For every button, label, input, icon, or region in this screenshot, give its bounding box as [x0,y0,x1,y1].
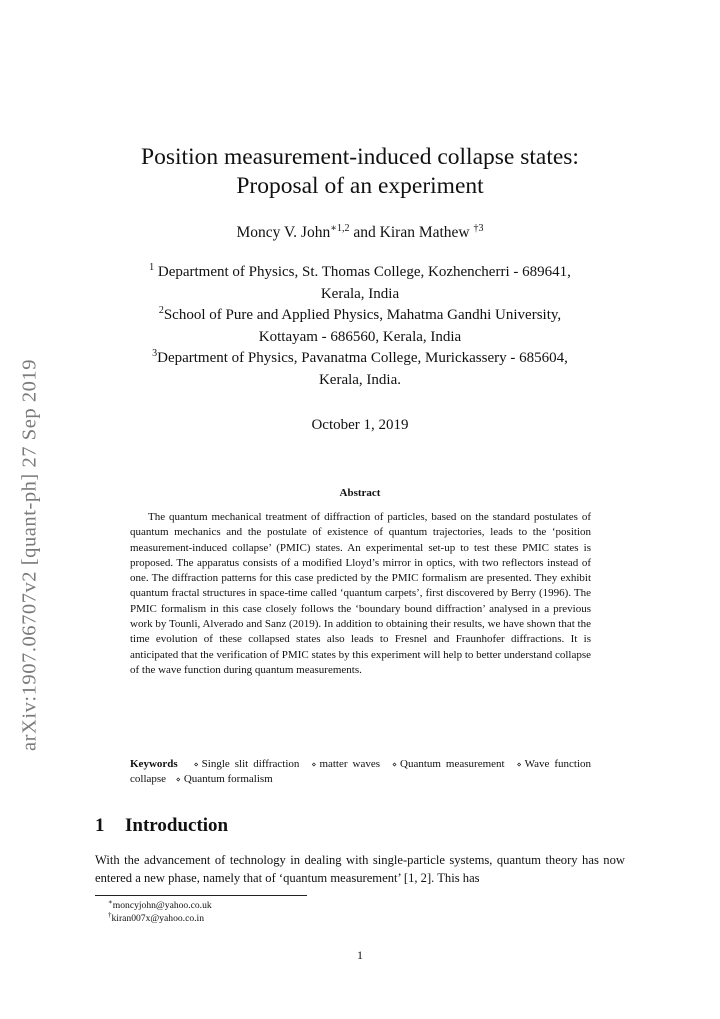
author-list [0,224,720,242]
page-number: 1 [357,948,363,962]
affiliation-3-line-2: Kerala, India. [318,371,402,388]
title-line-1: Position measurement-induced collapse states: [141,144,579,170]
arxiv-sidebar-stamp [10,358,50,752]
keyword-item: Quantum measurement [400,758,505,770]
keyword-item: matter waves [319,758,381,770]
affiliations [0,262,720,391]
author-2: Kiran Mathew [379,224,474,241]
keyword-item: Single slit diffraction [201,758,300,770]
arxiv-identifier[interactable]: arXiv:1907.06707v2 [quant-ph] 27 Sep 2019 [18,358,41,752]
keyword-separator: ⋄ [175,775,181,784]
keywords [130,757,591,787]
keyword-item: Wave function collapse [130,758,592,785]
introduction-paragraph: With the advancement of technology in dealing with single-particle systems, quantum theory has now entered a new phase, namely that of ‘quantum measurement’ [1, 2]. This has [95,853,625,885]
abstract-text: The quantum mechanical treatment of diffraction of particles, based on the standard postulates of quantum mechanics and the postulate of existence of quantum trajectories, leads to the ‘position measurement-induced collapse’ (PMIC) states. An experimental set-up to test these PMIC states is proposed. The apparatus consists of a modified Lloyd’s mirror in optics, with two reflectors instead of one. The diffraction patterns for this case predicted by the PMIC formalism are presented. They exhibit quantum fractal structures in space-time called ‘quantum carpets’, first discovered by Berry (1996). The PMIC formalism in this case closely follows the ‘boundary bound diffraction’ analysed in a previous work by Tounli, Alverado and Sanz (2019). In addition to obtaining their results, we have shown that the time evolution of these collapsed states also leads to Fresnel and Fraunhofer diffractions. It is anticipated that the verification of PMIC states by this experiment will help to better understand collapse of the wave function during quantum measurements. [130,511,591,676]
author-2-marks: †3 [473,222,484,234]
section-title: Introduction [125,815,229,836]
affiliation-2 [0,305,720,327]
affiliation-2-line-2: Kottayam - 686560, Kerala, India [258,328,462,345]
paper-title [0,143,720,201]
keyword-separator: ⋄ [516,760,522,769]
footnote-2 [108,912,212,925]
footnotes [108,899,212,925]
author-conjunction: and [349,224,380,241]
title-line-2: Proposal of an experiment [236,173,484,199]
paper-date: October 1, 2019 [311,417,409,433]
keyword-separator: ⋄ [392,760,398,769]
footnote-rule [95,895,307,896]
keyword-separator: ⋄ [193,760,199,769]
author-1: Moncy V. John [236,224,331,241]
affiliation-2-line-1: School of Pure and Applied Physics, Mahatma Gandhi University, [163,307,562,323]
affiliation-1-line-1: Department of Physics, St. Thomas College, Kozhencherri - 689641, [154,264,571,280]
footnote-2-email[interactable]: kiran007x@yahoo.co.in [111,913,204,924]
abstract-heading: Abstract [339,487,381,499]
footnote-1-email[interactable]: moncyjohn@yahoo.co.uk [112,900,212,911]
affiliation-1-mark: 1 [149,262,155,273]
footnote-1-mark: ∗ [108,897,113,906]
affiliation-1-line-2: Kerala, India [320,285,400,302]
section-number: 1 [95,815,105,836]
keywords-label: Keywords [130,758,178,770]
affiliation-1 [0,262,720,284]
affiliation-3-mark: 3 [152,348,158,359]
keyword-separator: ⋄ [311,760,317,769]
author-1-marks: ∗1,2 [330,222,350,234]
footnote-2-mark: † [108,910,112,919]
section-heading [95,815,228,837]
affiliation-2-mark: 2 [158,305,164,316]
footnote-1 [108,899,212,912]
keyword-item: Quantum formalism [183,773,273,785]
affiliation-3-line-1: Department of Physics, Pavanatma College, Murickassery - 685604, [157,350,568,366]
affiliation-3 [0,348,720,370]
